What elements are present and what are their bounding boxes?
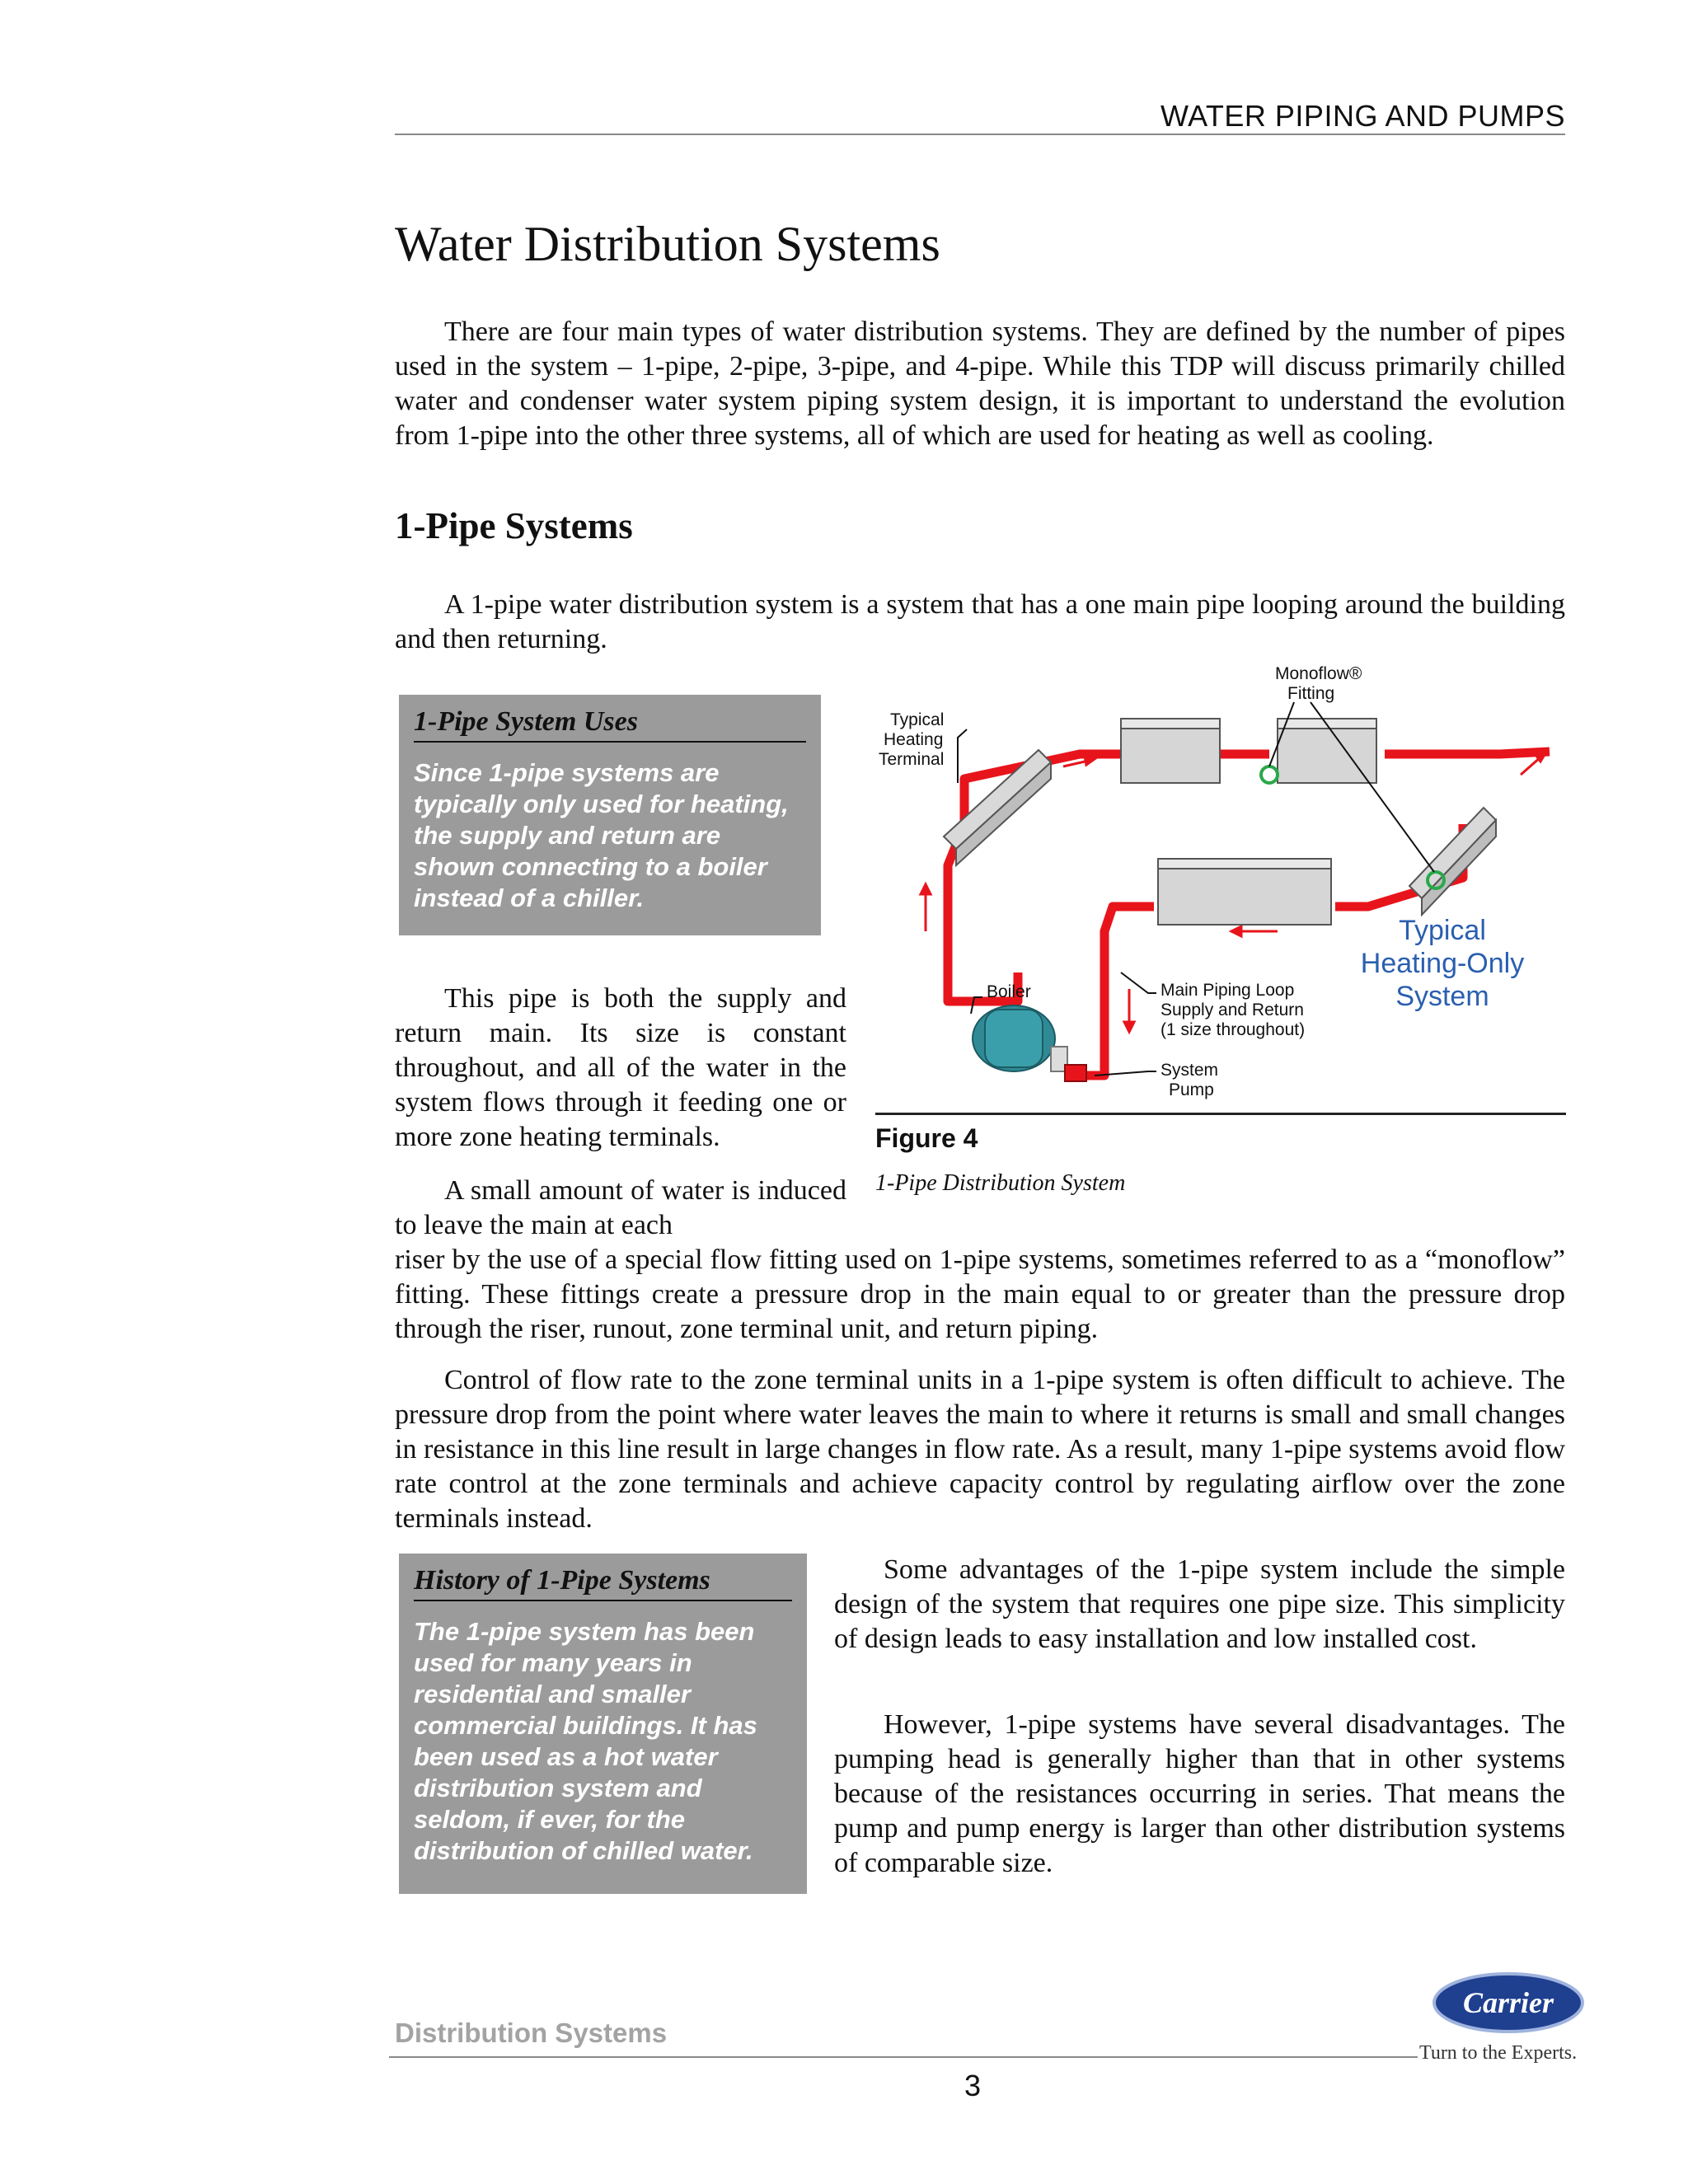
label-system-word: System xyxy=(1395,981,1489,1012)
sidebar-title: History of 1-Pipe Systems xyxy=(414,1565,792,1601)
sidebar-title: 1-Pipe System Uses xyxy=(414,706,806,743)
label-system: System xyxy=(1160,1061,1219,1080)
paragraph-supply-return-main: This pipe is both the supply and return main. Its size is constant throughout, and all of the water in the system flows through it feeding one or more zone heating terminals. xyxy=(395,983,846,1152)
section-heading: 1-Pipe Systems xyxy=(395,505,633,546)
sidebar-1pipe-history xyxy=(399,1554,807,1894)
figure-caption: 1-Pipe Distribution System xyxy=(875,1170,1126,1196)
label-fitting: Fitting xyxy=(1287,684,1335,703)
logo-wordmark: Carrier xyxy=(1462,1986,1554,2019)
intro-paragraph: There are four main types of water distribution systems. They are defined by the number of pipes used in the system – 1-pipe, 2-pipe, 3-pipe, and 4-pipe. While this TDP will discuss primarily chilled water and condenser water system piping system design, it is important to understand the evolution from 1-pipe into the other three systems, all of which are used for heating as well as cooling. xyxy=(395,316,1565,451)
boiler-icon xyxy=(973,1005,1067,1071)
sidebar-body: Since 1-pipe systems are typically only used for heating, the supply and return are shown connecting to a boiler instead of a chiller. xyxy=(414,758,789,912)
figure-rule xyxy=(875,1113,1566,1115)
label-pump: Pump xyxy=(1169,1080,1214,1099)
monoflow-fitting-icon xyxy=(1261,766,1278,783)
logo-tagline: Turn to the Experts. xyxy=(1419,2042,1578,2064)
heating-terminal-5 xyxy=(1158,859,1331,925)
heating-terminal-2 xyxy=(1121,719,1220,783)
label-main-loop: Main Piping Loop xyxy=(1160,981,1295,1000)
label-typical-system: Typical xyxy=(1399,915,1486,946)
footer-rule xyxy=(389,2056,1418,2058)
page-number: 3 xyxy=(964,2069,982,2102)
sidebar-body: The 1-pipe system has been used for many years in residential and smaller commercial buildings. It has been used as a hot water distribution system and seldom, if ever, for the distribution of chilled water. xyxy=(414,1617,757,1865)
paragraph-disadvantages: However, 1-pipe systems have several disadvantages. The pumping head is generally higher than that in other systems because of the resistances occurring in series. That means the pump and pump energy is larger than other distribution systems of comparable size. xyxy=(834,1709,1565,1878)
running-header xyxy=(395,97,1565,135)
system-pump-icon xyxy=(1065,1065,1086,1081)
label-boiler: Boiler xyxy=(987,982,1031,1001)
paragraph-1pipe-definition: A 1-pipe water distribution system is a system that has a one main pipe looping around the building and then returning. xyxy=(395,589,1565,654)
running-header-title: WATER PIPING AND PUMPS xyxy=(1160,99,1565,133)
label-heating-only: Heating-Only xyxy=(1360,948,1525,979)
label-monoflow: Monoflow® xyxy=(1275,664,1362,683)
paragraph-flow-control: Control of flow rate to the zone terminal units in a 1-pipe system is often difficult to achieve. The pressure drop from the point where water leaves the main to where it returns is small and small changes in resistance in this line result in large changes in flow rate. As a result, many 1-pipe systems avoid flow rate control at the zone terminals and achieve capacity control by regulating airflow over the zone terminals instead. xyxy=(395,1365,1565,1534)
figure-number: Figure 4 xyxy=(875,1123,978,1153)
sidebar-1pipe-uses xyxy=(399,695,821,935)
label-supply-return: Supply and Return xyxy=(1160,1001,1304,1019)
figure-1pipe-diagram xyxy=(874,659,1566,1121)
heating-terminal-4 xyxy=(1409,808,1496,915)
label-typical: Typical xyxy=(890,710,945,729)
paragraph-induced-water-start: A small amount of water is induced to leave the main at each xyxy=(395,1175,846,1240)
label-one-size: (1 size throughout) xyxy=(1160,1020,1306,1039)
paragraph-advantages: Some advantages of the 1-pipe system include the simple design of the system that requires one pipe size. This simplicity of design leads to easy installation and low installed cost. xyxy=(834,1554,1565,1654)
label-terminal: Terminal xyxy=(879,750,945,769)
label-heating: Heating xyxy=(884,730,944,749)
footer-section-name: Distribution Systems xyxy=(395,2018,668,2048)
paragraph-induced-water-continued: riser by the use of a special flow fitting used on 1-pipe systems, sometimes referred to as a “monoflow” fitting. These fittings create a pressure drop in the main equal to or greater than the pressure drop through the riser, runout, zone terminal unit, and return piping. xyxy=(395,1244,1565,1344)
page-title: Water Distribution Systems xyxy=(395,217,940,271)
